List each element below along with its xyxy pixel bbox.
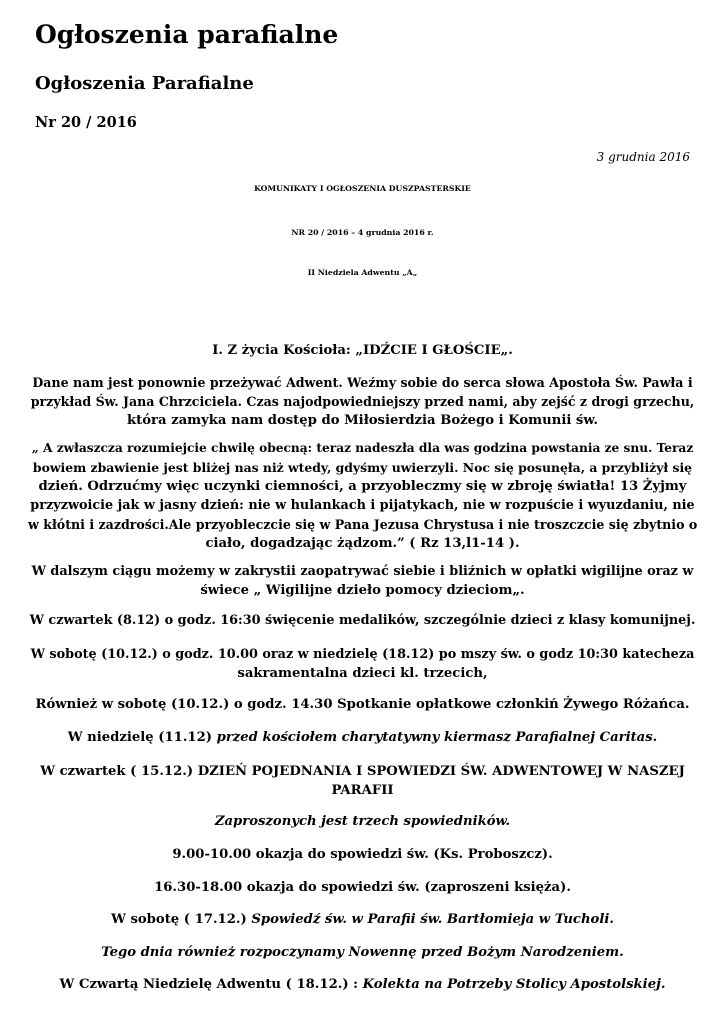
publication-date: 3 grudnia 2016 — [596, 150, 690, 164]
quote-line: bowiem zbawienie jest bliżej nas niż wtedy, gdyśmy uwierzyli. Noc się posunęła, a przybliżył się — [32, 460, 693, 475]
sunday-11-announcement — [28, 728, 697, 747]
sunday-18-announcement — [28, 975, 697, 994]
scripture-quote — [28, 439, 697, 553]
thursday-8-text: W czwartek (8.12) o godz. 16:30 święcenie medalików, szczególnie dzieci z klasy komunijnej. — [29, 613, 696, 628]
rosary-meeting-text: Również w sobotę (10.12.) o godz. 14.30 Spotkanie opłatkowe członkiń Żywego Różańca. — [35, 697, 690, 712]
sunday-11-line — [28, 728, 697, 747]
confession-slot-1-text: 9.00-10.00 okazja do spowiedzi św. (Ks. Proboszcz). — [172, 847, 553, 862]
wafers-announcement — [28, 562, 697, 600]
section-heading-text: I. Z życia Kościoła: „IDŹCIE I GŁOŚCIE„. — [212, 343, 513, 358]
thursday-8-announcement — [28, 611, 697, 630]
novena-announcement — [28, 943, 697, 962]
sunday-18-italic: Kolekta na Potrzeby Stolicy Apostolskiej. — [362, 977, 666, 992]
confession-slot-1 — [28, 845, 697, 864]
sunday-11-prefix: W niedzielę (11.12) — [67, 730, 217, 745]
section-heading — [28, 341, 697, 360]
thursday-15-line: PARAFII — [331, 783, 394, 798]
issue-number: Nr 20 / 2016 — [35, 114, 137, 131]
sunday-11-italic: przed kościołem charytatywny kiermasz Parafialnej Caritas. — [216, 730, 658, 745]
thursday-15-announcement — [28, 762, 697, 800]
quote-line: „ A zwłaszcza rozumiejcie chwilę obecną: teraz nadeszła dla was godzina powstania ze snu. Teraz — [31, 441, 694, 455]
saturday-10-line: W sobotę (10.12.) o godz. 10.00 oraz w niedzielę (18.12) po mszy św. o godz 10:30 katecheza — [30, 647, 695, 662]
section-title: Ogłoszenia Parafialne — [35, 73, 254, 94]
saturday-17-announcement — [28, 910, 697, 929]
sunday-18-line — [28, 975, 697, 994]
heading-line-2: NR 20 / 2016 – 4 grudnia 2016 r. — [291, 228, 434, 237]
confession-slot-2 — [28, 878, 697, 897]
quote-line: ciało, dogadzając żądzom.” ( Rz 13,l1-14 ). — [205, 536, 520, 551]
sunday-18-prefix: W Czwartą Niedzielę Adwentu ( 18.12.) : — [59, 977, 363, 992]
quote-line: dzień. Odrzućmy więc uczynki ciemności, a przyobleczmy się w zbroję światła! 13 Żyjmy — [38, 479, 687, 494]
intro-paragraph — [28, 373, 697, 430]
quote-line: przyzwoicie jak w jasny dzień: nie w hulankach i pijatykach, nie w rozpuście i wyuzdaniu, nie — [30, 498, 695, 513]
quote-line: w kłótni i zazdrości.Ale przyobleczcie się w Pana Jezusa Chrystusa i nie troszczcie się zbytnio o — [28, 517, 698, 532]
confessors-text: Zaproszonych jest trzech spowiedników. — [214, 814, 511, 829]
saturday-17-italic: Spowiedź św. w Parafii św. Bartłomieja w Tucholi. — [251, 912, 614, 927]
rosary-meeting-announcement — [28, 695, 697, 714]
saturday-17-prefix: W sobotę ( 17.12.) — [111, 912, 252, 927]
wafers-line: W dalszym ciągu możemy w zakrystii zaopatrywać siebie i bliźnich w opłatki wigilijne oraz w — [31, 564, 694, 579]
saturday-10-announcement — [28, 645, 697, 683]
confessors-note — [28, 812, 697, 831]
heading-line-1: KOMUNIKATY I OGŁOSZENIA DUSZPASTERSKIE — [254, 184, 471, 193]
novena-text: Tego dnia również rozpoczynamy Nowennę przed Bożym Narodzeniem. — [101, 945, 624, 960]
intro-line: przykład Św. Jana Chrzciciela. Czas najodpowiedniejszy przed nami, aby zejść z drogi grzechu, — [30, 394, 695, 409]
confession-slot-2-text: 16.30-18.00 okazja do spowiedzi św. (zaproszeni księża). — [154, 880, 571, 895]
wafers-line: świece „ Wigilijne dzieło pomocy dzieciom„. — [200, 583, 525, 598]
saturday-10-line: sakramentalna dzieci kl. trzecich, — [237, 666, 488, 681]
intro-line: która zamyka nam dostęp do Miłosierdzia Bożego i Komunii św. — [127, 413, 598, 428]
thursday-15-line: W czwartek ( 15.12.) DZIEŃ POJEDNANIA I SPOWIEDZI ŚW. ADWENTOWEJ W NASZEJ — [40, 764, 685, 779]
saturday-17-line — [28, 910, 697, 929]
intro-line: Dane nam jest ponownie przeżywać Adwent. Weźmy sobie do serca słowa Apostoła Św. Pawła i — [32, 375, 693, 390]
site-title: Ogłoszenia parafialne — [35, 20, 339, 49]
heading-line-3: II Niedziela Adwentu „A„ — [307, 268, 418, 277]
